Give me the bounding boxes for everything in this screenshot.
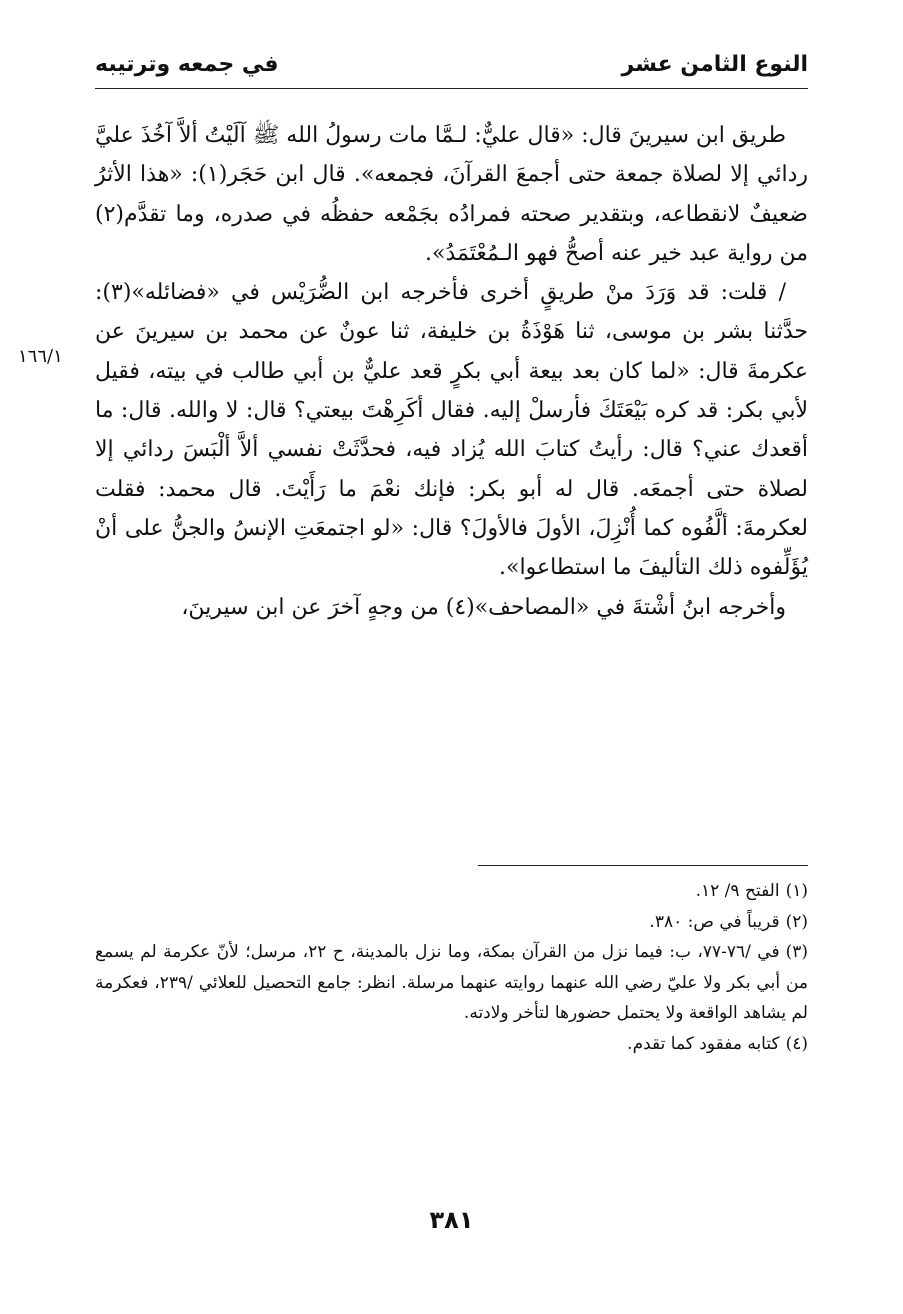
footnote [95,937,808,1029]
footnote-number: (٤) [785,1033,808,1054]
section-title: في جمعه وترتيبه [95,52,279,77]
page-number: ٣٨١ [429,1206,474,1234]
footnotes [95,876,808,1060]
footnote-number: (١) [785,881,808,901]
main-text [95,116,808,627]
paragraph: / قلت: قد وَرَدَ منْ طريقٍ أخرى فأخرجه ابن الضُّرَيْس في «فضائله»(٣): حدَّثنا بشر بن موسى، ثنا هَوْذَةُ بن خليفة، ثنا عونٌ عن محمد بن سيرينَ عن عكرمةَ قال: «لما كان بعد بيعة أبي بكرٍ قعد عليٌّ بن أبي طالب في بيته، فقيل لأبي بكر: قد كره بَيْعَتَكَ فأرسلْ إليه. فقال أكَرِهْتَ بيعتي؟ قال: لا والله. قال: ما أقعدك عني؟ قال: رأيتُ كتابَ الله يُزاد فيه، فحدَّثَتْ نفسي ألاَّ ألْبَسَ ردائي إلا لصلاة حتى أجمعَه. قال له أبو بكر: فإنك نعْمَ ما رَأَيْتَ. قال محمد: فقلت لعكرمةَ: ألَّفُوه كما أُنْزِلَ، الأولَ فالأولَ؟ قال: «لو اجتمعَتِ الإنسُ والجنُّ على أنْ يُؤَلِّفوه ذلك التأليفَ ما استطاعوا». [95,280,809,581]
footnote-text: في /٧٦-٧٧، ب: فيما نزل من القرآن بمكة، وما نزل بالمدينة، ح ٢٢، مرسل؛ لأنّ عكرمة لم يسمع من أبي بكر ولا عليّ رضي الله عنهما روايته عنهما مرسلة. انظر: جامع التحصيل للعلائي /٢٣٩، فعكرمة لم يشاهد الواقعة ولا يحتمل حضورها لتأخر ولادته. [95,942,808,1024]
footnote-text: قريباً في ص: ٣٨٠. [649,911,780,932]
margin-page-reference: ١٦٦/١ [18,346,63,367]
footnote-number: (٢) [785,911,808,932]
footnote [95,907,808,938]
paragraph: وأخرجه ابنُ أشْتةَ في «المصاحف»(٤) من وجهٍ آخرَ عن ابن سيرينَ، [181,594,786,620]
paragraph: طريق ابن سيرينَ قال: «قال عليٌّ: لـمَّا مات رسولُ الله ﷺ آلَيْتُ ألاَّ آخُذَ عليَّ ردائي إلا لصلاة جمعة حتى أجمعَ القرآنَ، فجمعه». قال ابن حَجَر(١): «هذا الأثرُ ضعيفٌ لانقطاعه، وبتقدير صحته فمرادُه بجَمْعه حفظُه في صدره، وما تقدَّم(٢) من رواية عبد خير عنه أصحُّ فهو الـمُعْتَمَدُ». [95,123,809,266]
header-divider [95,88,808,89]
chapter-title: النوع الثامن عشر [621,52,808,77]
footnote [95,1029,808,1060]
footnote [95,876,808,907]
running-header [95,44,808,84]
footnote-text: كتابه مفقود كما تقدم. [627,1033,780,1054]
footnote-text: الفتح ٩/ ١٢. [695,881,780,901]
footnote-number: (٣) [785,942,809,963]
footnote-divider [478,865,808,866]
